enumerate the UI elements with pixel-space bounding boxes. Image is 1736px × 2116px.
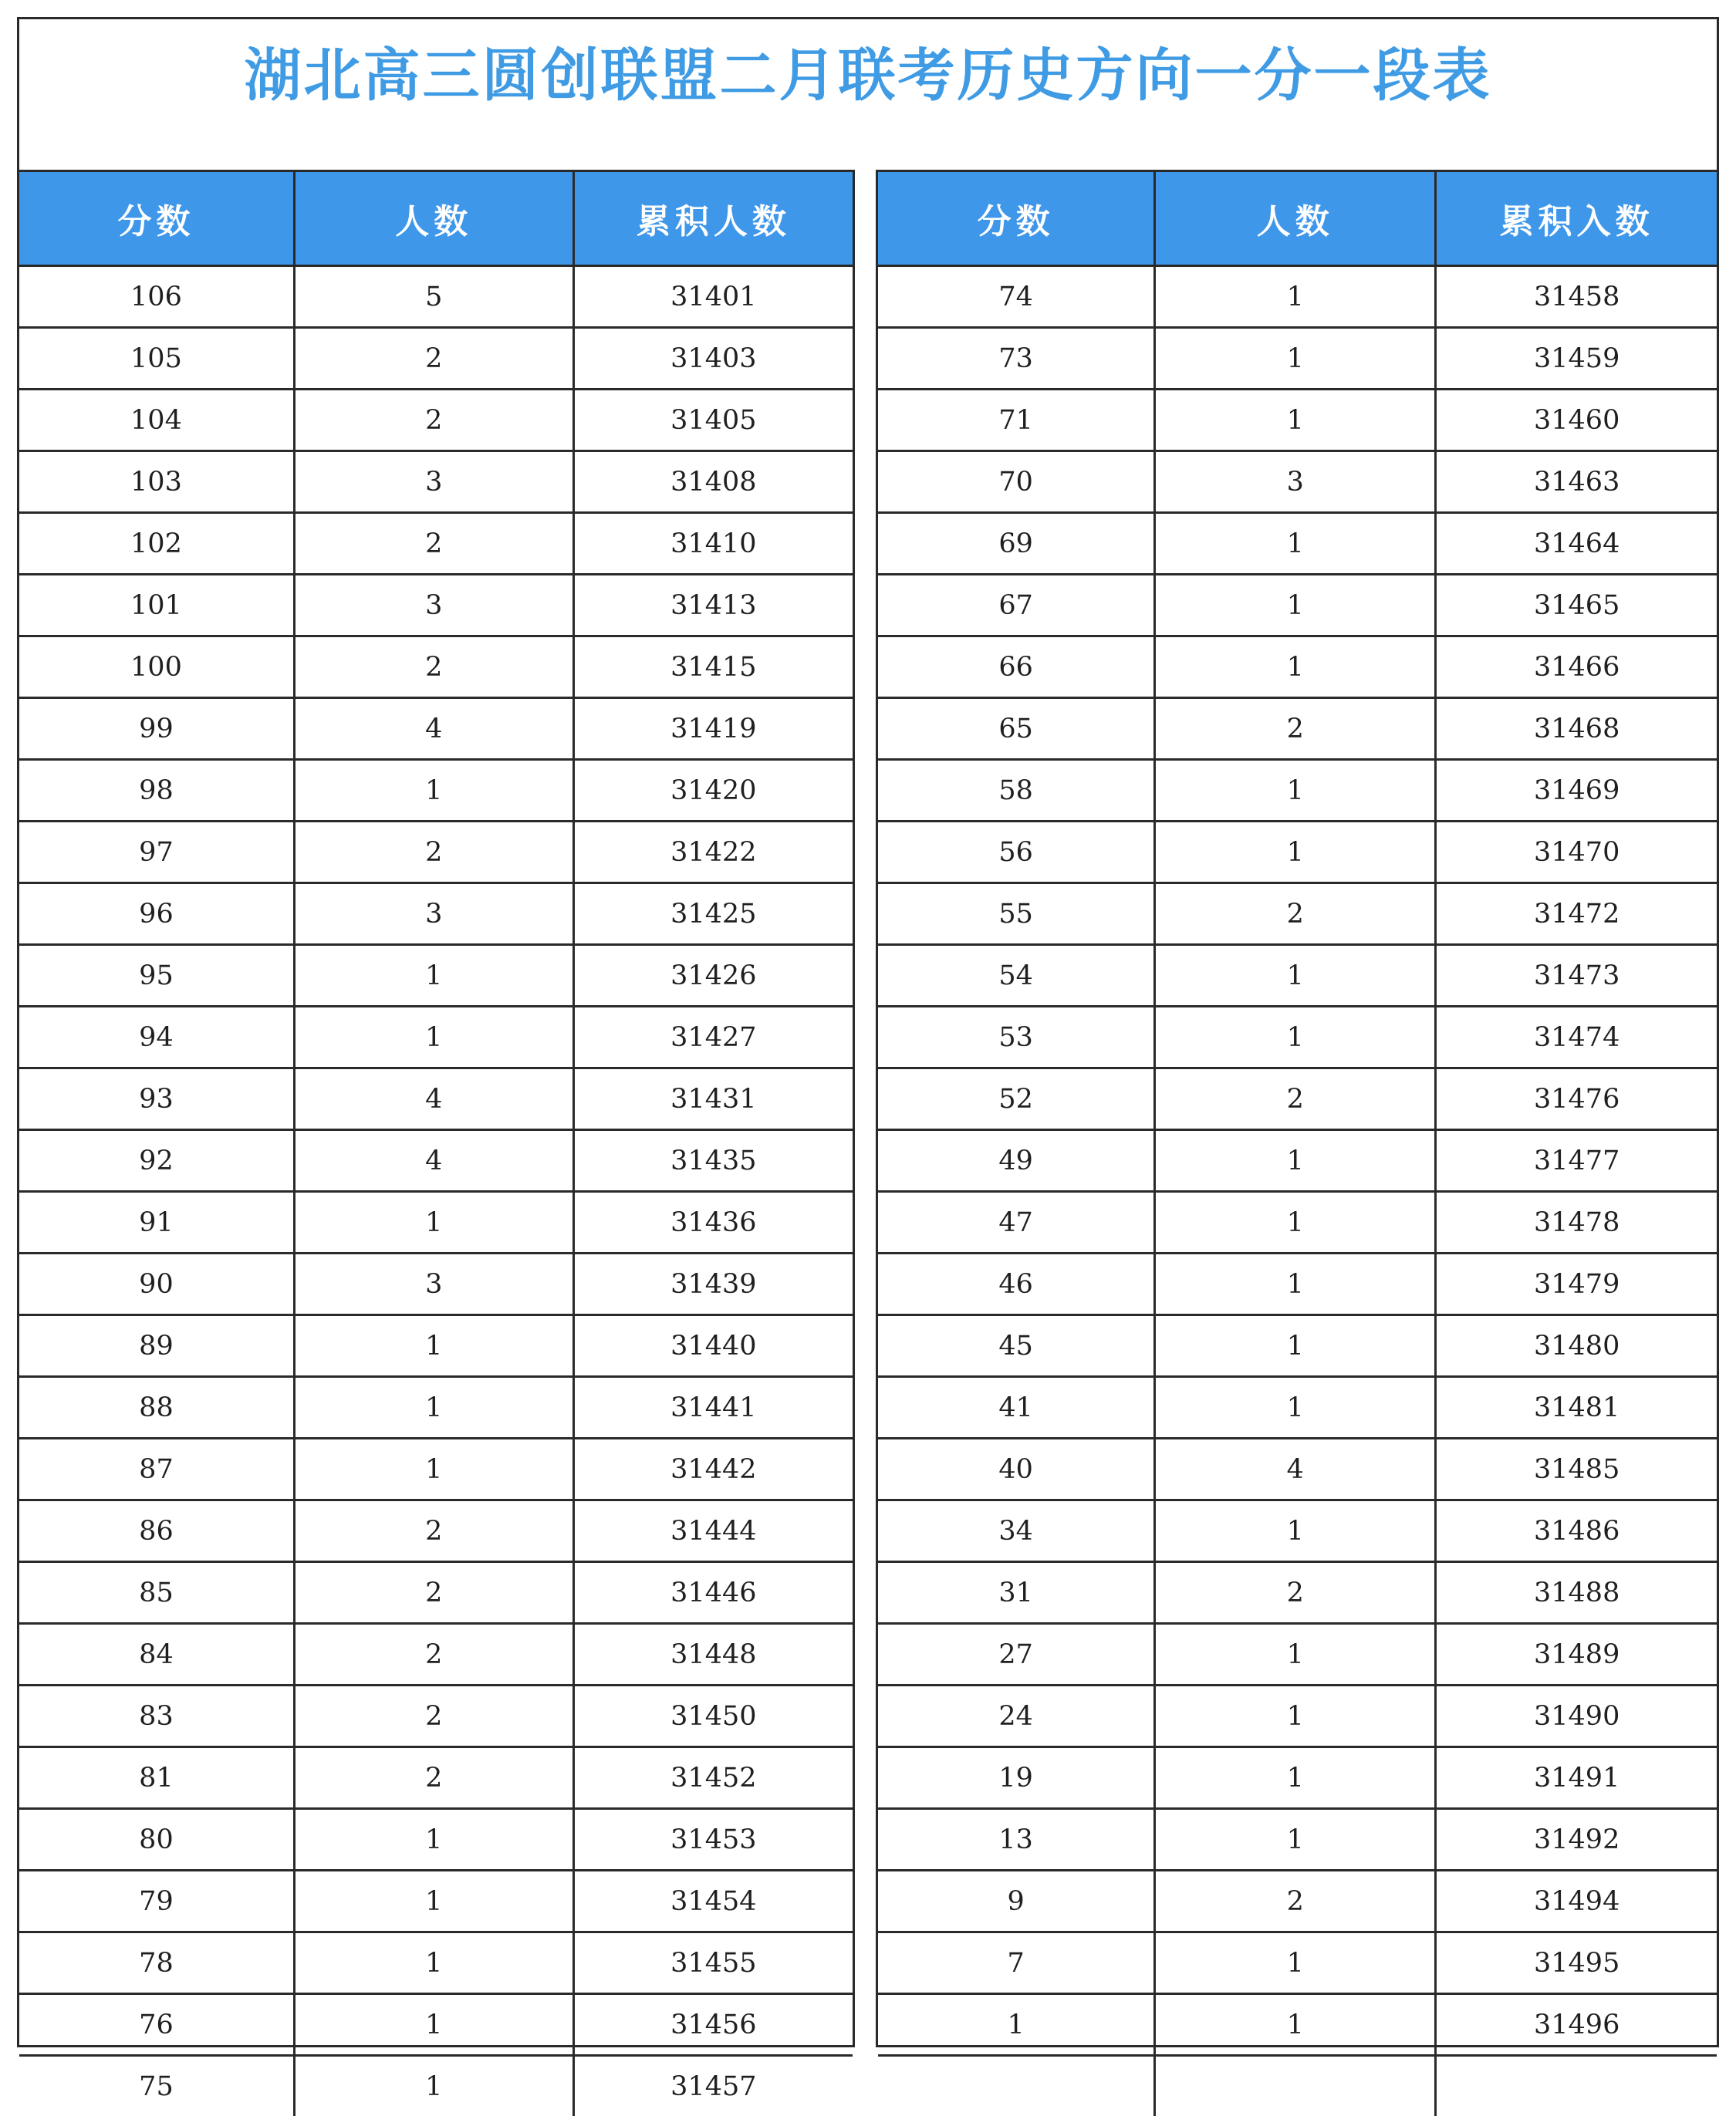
score-cell: 80 <box>19 1809 294 1871</box>
table-row <box>878 822 1717 883</box>
cumulative-cell: 31464 <box>1436 513 1717 575</box>
cumulative-cell: 31444 <box>573 1500 853 1562</box>
count-cell <box>1155 2056 1436 2116</box>
score-cell: 65 <box>878 698 1155 760</box>
cumulative-cell: 31476 <box>1436 1068 1717 1130</box>
score-cell: 49 <box>878 1130 1155 1192</box>
header-score: 分数 <box>878 172 1155 266</box>
count-cell: 1 <box>1155 636 1436 698</box>
cumulative-cell: 31456 <box>573 1994 853 2056</box>
count-cell: 1 <box>1155 328 1436 390</box>
table-row <box>878 1439 1717 1500</box>
right-table-body <box>878 266 1717 2116</box>
cumulative-cell: 31448 <box>573 1624 853 1686</box>
cumulative-cell: 31436 <box>573 1192 853 1254</box>
table-row <box>878 1500 1717 1562</box>
cumulative-cell: 31450 <box>573 1686 853 1747</box>
cumulative-cell: 31446 <box>573 1562 853 1624</box>
title-box <box>17 17 1719 170</box>
table-row <box>19 451 853 513</box>
count-cell: 1 <box>1155 1624 1436 1686</box>
score-cell: 27 <box>878 1624 1155 1686</box>
cumulative-cell: 31488 <box>1436 1562 1717 1624</box>
cumulative-cell: 31460 <box>1436 390 1717 451</box>
count-cell: 1 <box>294 760 573 822</box>
left-table-panel <box>17 170 855 2047</box>
table-row <box>878 2056 1717 2116</box>
cumulative-cell: 31401 <box>573 266 853 328</box>
count-cell: 2 <box>294 513 573 575</box>
left-header-row <box>19 172 853 266</box>
count-cell: 1 <box>1155 513 1436 575</box>
score-cell: 70 <box>878 451 1155 513</box>
cumulative-cell: 31494 <box>1436 1871 1717 1932</box>
score-cell: 73 <box>878 328 1155 390</box>
cumulative-cell: 31410 <box>573 513 853 575</box>
cumulative-cell: 31470 <box>1436 822 1717 883</box>
count-cell: 1 <box>294 945 573 1007</box>
table-row <box>19 1562 853 1624</box>
cumulative-cell: 31457 <box>573 2056 853 2116</box>
score-cell: 92 <box>19 1130 294 1192</box>
count-cell: 2 <box>294 1562 573 1624</box>
cumulative-cell: 31422 <box>573 822 853 883</box>
count-cell: 2 <box>1155 1068 1436 1130</box>
table-row <box>878 575 1717 636</box>
score-cell: 19 <box>878 1747 1155 1809</box>
count-cell: 2 <box>294 636 573 698</box>
header-score: 分数 <box>19 172 294 266</box>
score-cell: 40 <box>878 1439 1155 1500</box>
count-cell: 1 <box>1155 575 1436 636</box>
score-cell: 100 <box>19 636 294 698</box>
table-row <box>19 1315 853 1377</box>
count-cell: 2 <box>1155 883 1436 945</box>
score-cell: 67 <box>878 575 1155 636</box>
header-cumulative: 累积入数 <box>1436 172 1717 266</box>
table-row <box>878 1932 1717 1994</box>
count-cell: 2 <box>294 328 573 390</box>
score-cell: 9 <box>878 1871 1155 1932</box>
score-cell: 81 <box>19 1747 294 1809</box>
score-cell: 71 <box>878 390 1155 451</box>
cumulative-cell: 31468 <box>1436 698 1717 760</box>
score-cell: 13 <box>878 1809 1155 1871</box>
table-row <box>19 883 853 945</box>
table-row <box>19 1068 853 1130</box>
cumulative-cell: 31486 <box>1436 1500 1717 1562</box>
count-cell: 1 <box>294 2056 573 2116</box>
count-cell: 2 <box>1155 698 1436 760</box>
cumulative-cell: 31491 <box>1436 1747 1717 1809</box>
score-cell: 106 <box>19 266 294 328</box>
count-cell: 1 <box>294 1007 573 1068</box>
table-row <box>19 1192 853 1254</box>
count-cell: 2 <box>1155 1562 1436 1624</box>
table-row <box>19 1809 853 1871</box>
score-cell: 102 <box>19 513 294 575</box>
table-row <box>19 1994 853 2056</box>
cumulative-cell: 31427 <box>573 1007 853 1068</box>
cumulative-cell: 31479 <box>1436 1254 1717 1315</box>
score-cell: 76 <box>19 1994 294 2056</box>
count-cell: 1 <box>1155 1315 1436 1377</box>
table-row <box>878 698 1717 760</box>
table-row <box>878 1994 1717 2056</box>
cumulative-cell: 31458 <box>1436 266 1717 328</box>
table-row <box>878 1562 1717 1624</box>
table-row <box>19 2056 853 2116</box>
score-distribution-sheet <box>17 17 1719 2049</box>
score-cell: 47 <box>878 1192 1155 1254</box>
table-row <box>878 1747 1717 1809</box>
left-score-table <box>19 172 853 2116</box>
score-cell: 46 <box>878 1254 1155 1315</box>
count-cell: 4 <box>294 1068 573 1130</box>
table-row <box>19 1686 853 1747</box>
count-cell: 1 <box>1155 1809 1436 1871</box>
cumulative-cell: 31413 <box>573 575 853 636</box>
table-row <box>878 1871 1717 1932</box>
score-cell: 94 <box>19 1007 294 1068</box>
table-row <box>19 266 853 328</box>
count-cell: 1 <box>294 1994 573 2056</box>
cumulative-cell: 31474 <box>1436 1007 1717 1068</box>
score-cell: 88 <box>19 1377 294 1439</box>
header-count: 人数 <box>1155 172 1436 266</box>
right-table-panel <box>876 170 1719 2047</box>
table-row <box>878 1007 1717 1068</box>
cumulative-cell: 31492 <box>1436 1809 1717 1871</box>
score-cell: 66 <box>878 636 1155 698</box>
table-row <box>19 822 853 883</box>
cumulative-cell: 31490 <box>1436 1686 1717 1747</box>
table-row <box>19 1439 853 1500</box>
cumulative-cell: 31426 <box>573 945 853 1007</box>
table-row <box>19 1130 853 1192</box>
cumulative-cell: 31420 <box>573 760 853 822</box>
table-row <box>19 390 853 451</box>
score-cell: 83 <box>19 1686 294 1747</box>
count-cell: 1 <box>1155 1007 1436 1068</box>
score-cell: 89 <box>19 1315 294 1377</box>
cumulative-cell: 31496 <box>1436 1994 1717 2056</box>
score-cell: 55 <box>878 883 1155 945</box>
score-cell: 58 <box>878 760 1155 822</box>
table-row <box>19 1377 853 1439</box>
score-cell: 98 <box>19 760 294 822</box>
table-row <box>19 1747 853 1809</box>
cumulative-cell: 31472 <box>1436 883 1717 945</box>
count-cell: 3 <box>294 1254 573 1315</box>
right-header-row <box>878 172 1717 266</box>
count-cell: 2 <box>294 822 573 883</box>
cumulative-cell: 31459 <box>1436 328 1717 390</box>
cumulative-cell: 31489 <box>1436 1624 1717 1686</box>
left-table-body <box>19 266 853 2116</box>
table-row <box>878 1130 1717 1192</box>
count-cell: 1 <box>1155 1747 1436 1809</box>
table-row <box>878 328 1717 390</box>
table-row <box>878 451 1717 513</box>
score-cell: 79 <box>19 1871 294 1932</box>
table-row <box>19 328 853 390</box>
count-cell: 1 <box>1155 760 1436 822</box>
cumulative-cell: 31485 <box>1436 1439 1717 1500</box>
count-cell: 1 <box>1155 1254 1436 1315</box>
cumulative-cell: 31452 <box>573 1747 853 1809</box>
cumulative-cell: 31463 <box>1436 451 1717 513</box>
cumulative-cell: 31477 <box>1436 1130 1717 1192</box>
table-row <box>878 1686 1717 1747</box>
score-cell: 52 <box>878 1068 1155 1130</box>
score-cell: 86 <box>19 1500 294 1562</box>
table-row <box>878 1377 1717 1439</box>
count-cell: 1 <box>1155 1686 1436 1747</box>
cumulative-cell: 31442 <box>573 1439 853 1500</box>
score-cell: 91 <box>19 1192 294 1254</box>
cumulative-cell: 31480 <box>1436 1315 1717 1377</box>
table-row <box>878 390 1717 451</box>
table-row <box>878 760 1717 822</box>
count-cell: 1 <box>1155 1500 1436 1562</box>
cumulative-cell <box>1436 2056 1717 2116</box>
table-row <box>878 945 1717 1007</box>
table-row <box>878 1809 1717 1871</box>
score-cell: 56 <box>878 822 1155 883</box>
table-row <box>19 1007 853 1068</box>
table-row <box>878 513 1717 575</box>
table-row <box>19 1500 853 1562</box>
table-row <box>19 1254 853 1315</box>
header-count: 人数 <box>294 172 573 266</box>
count-cell: 1 <box>294 1932 573 1994</box>
page-title: 湖北高三圆创联盟二月联考历史方向一分一段表 <box>19 30 1717 112</box>
table-row <box>19 575 853 636</box>
score-cell: 105 <box>19 328 294 390</box>
score-cell: 78 <box>19 1932 294 1994</box>
score-cell: 103 <box>19 451 294 513</box>
score-cell: 7 <box>878 1932 1155 1994</box>
cumulative-cell: 31455 <box>573 1932 853 1994</box>
cumulative-cell: 31465 <box>1436 575 1717 636</box>
cumulative-cell: 31495 <box>1436 1932 1717 1994</box>
table-row <box>19 760 853 822</box>
count-cell: 1 <box>294 1377 573 1439</box>
score-cell: 1 <box>878 1994 1155 2056</box>
cumulative-cell: 31431 <box>573 1068 853 1130</box>
cumulative-cell: 31405 <box>573 390 853 451</box>
score-cell: 69 <box>878 513 1155 575</box>
count-cell: 1 <box>1155 390 1436 451</box>
table-row <box>19 1932 853 1994</box>
score-cell: 101 <box>19 575 294 636</box>
cumulative-cell: 31478 <box>1436 1192 1717 1254</box>
table-row <box>878 1624 1717 1686</box>
cumulative-cell: 31454 <box>573 1871 853 1932</box>
table-row <box>19 513 853 575</box>
count-cell: 2 <box>294 1624 573 1686</box>
count-cell: 1 <box>1155 1994 1436 2056</box>
score-cell: 34 <box>878 1500 1155 1562</box>
cumulative-cell: 31403 <box>573 328 853 390</box>
cumulative-cell: 31439 <box>573 1254 853 1315</box>
cumulative-cell: 31466 <box>1436 636 1717 698</box>
score-cell: 99 <box>19 698 294 760</box>
count-cell: 1 <box>1155 1192 1436 1254</box>
score-cell: 74 <box>878 266 1155 328</box>
score-cell: 53 <box>878 1007 1155 1068</box>
score-cell: 75 <box>19 2056 294 2116</box>
score-cell: 95 <box>19 945 294 1007</box>
cumulative-cell: 31415 <box>573 636 853 698</box>
count-cell: 4 <box>294 698 573 760</box>
count-cell: 4 <box>1155 1439 1436 1500</box>
score-cell: 54 <box>878 945 1155 1007</box>
count-cell: 1 <box>1155 266 1436 328</box>
score-cell: 90 <box>19 1254 294 1315</box>
count-cell: 1 <box>294 1809 573 1871</box>
count-cell: 1 <box>294 1315 573 1377</box>
count-cell: 3 <box>1155 451 1436 513</box>
score-cell: 104 <box>19 390 294 451</box>
count-cell: 3 <box>294 575 573 636</box>
score-cell: 45 <box>878 1315 1155 1377</box>
table-row <box>878 636 1717 698</box>
count-cell: 2 <box>294 1686 573 1747</box>
table-row <box>878 883 1717 945</box>
count-cell: 1 <box>294 1192 573 1254</box>
count-cell: 2 <box>294 1500 573 1562</box>
table-row <box>878 266 1717 328</box>
score-cell: 93 <box>19 1068 294 1130</box>
score-cell: 97 <box>19 822 294 883</box>
count-cell: 2 <box>294 1747 573 1809</box>
cumulative-cell: 31419 <box>573 698 853 760</box>
table-row <box>19 945 853 1007</box>
cumulative-cell: 31453 <box>573 1809 853 1871</box>
right-score-table <box>878 172 1717 2116</box>
score-cell <box>878 2056 1155 2116</box>
count-cell: 4 <box>294 1130 573 1192</box>
count-cell: 1 <box>1155 1377 1436 1439</box>
cumulative-cell: 31435 <box>573 1130 853 1192</box>
score-cell: 96 <box>19 883 294 945</box>
table-row <box>878 1315 1717 1377</box>
table-row <box>19 1871 853 1932</box>
table-row <box>19 698 853 760</box>
cumulative-cell: 31481 <box>1436 1377 1717 1439</box>
count-cell: 1 <box>1155 822 1436 883</box>
cumulative-cell: 31408 <box>573 451 853 513</box>
score-cell: 85 <box>19 1562 294 1624</box>
header-cumulative: 累积人数 <box>573 172 853 266</box>
score-cell: 24 <box>878 1686 1155 1747</box>
count-cell: 3 <box>294 451 573 513</box>
table-row <box>19 1624 853 1686</box>
count-cell: 1 <box>1155 1932 1436 1994</box>
cumulative-cell: 31440 <box>573 1315 853 1377</box>
count-cell: 2 <box>1155 1871 1436 1932</box>
table-row <box>878 1192 1717 1254</box>
table-row <box>878 1254 1717 1315</box>
cumulative-cell: 31473 <box>1436 945 1717 1007</box>
cumulative-cell: 31441 <box>573 1377 853 1439</box>
cumulative-cell: 31425 <box>573 883 853 945</box>
score-cell: 41 <box>878 1377 1155 1439</box>
count-cell: 1 <box>294 1871 573 1932</box>
count-cell: 1 <box>1155 945 1436 1007</box>
score-cell: 87 <box>19 1439 294 1500</box>
cumulative-cell: 31469 <box>1436 760 1717 822</box>
count-cell: 1 <box>294 1439 573 1500</box>
count-cell: 1 <box>1155 1130 1436 1192</box>
table-row <box>19 636 853 698</box>
table-row <box>878 1068 1717 1130</box>
count-cell: 3 <box>294 883 573 945</box>
score-cell: 84 <box>19 1624 294 1686</box>
score-cell: 31 <box>878 1562 1155 1624</box>
count-cell: 2 <box>294 390 573 451</box>
count-cell: 5 <box>294 266 573 328</box>
